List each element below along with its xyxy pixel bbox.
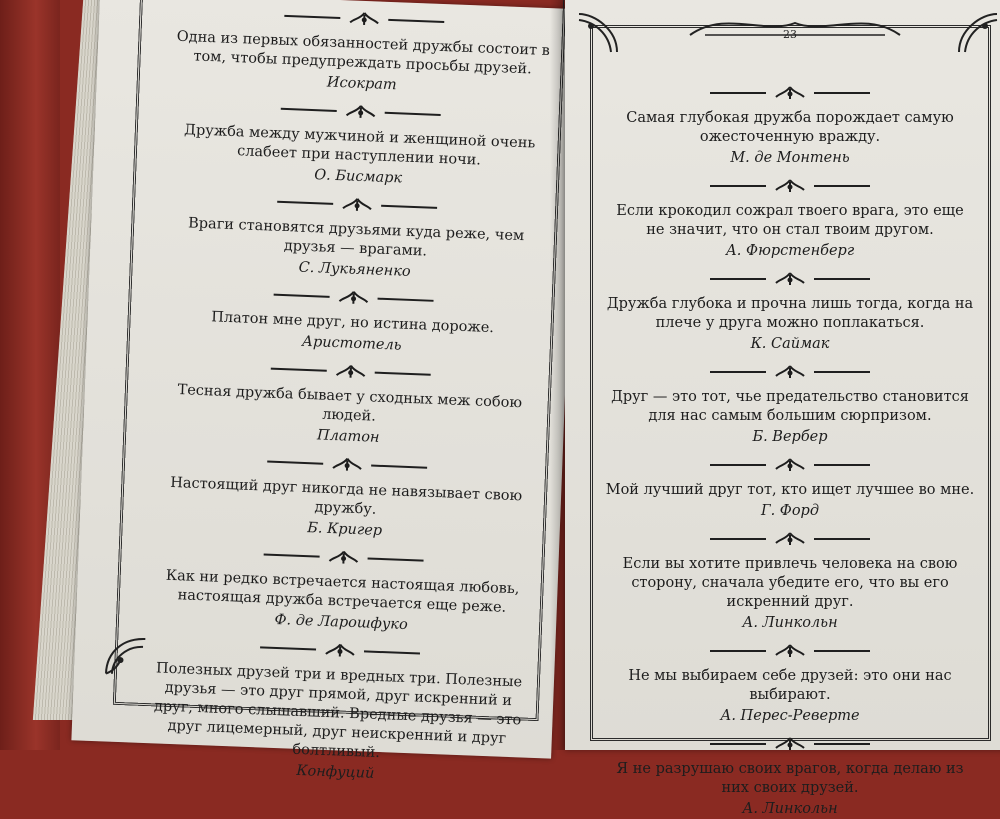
quote-author: К. Саймак bbox=[750, 336, 830, 352]
quote-text: Самая глубокая дружба порождает самую ожесточенную вражду. bbox=[626, 110, 954, 145]
quote-author: А. Линкольн bbox=[742, 615, 838, 631]
ornament-divider bbox=[277, 194, 437, 216]
quote-text: Настоящий друг никогда не навязывает свою дружбу. bbox=[169, 474, 523, 518]
quote-text: Если вы хотите привлечь человека на свою сторону, сначала убедите его, что вы его искренний друг. bbox=[622, 556, 958, 610]
ornament-divider bbox=[280, 101, 440, 123]
quote-author: А. Фюрстенберг bbox=[725, 243, 855, 259]
flourish-corner-icon bbox=[575, 10, 621, 56]
quote-author: Г. Форд bbox=[760, 503, 820, 519]
quote-text: Полезных друзей три и вредных три. Полезные друзья — это друг прямой, друг искренний и друг, много слышавший. Вредные друзья — это друг лицемерный, друг неискренний и друг болтливый. bbox=[153, 660, 523, 762]
ornament-divider bbox=[710, 271, 870, 287]
fleuron-icon bbox=[770, 531, 810, 547]
fleuron-icon bbox=[770, 85, 810, 101]
quote-text: Не мы выбираем себе друзей: это они нас выбирают. bbox=[628, 668, 952, 703]
ornament-divider bbox=[273, 287, 433, 309]
fleuron-icon bbox=[323, 549, 364, 567]
fleuron-icon bbox=[770, 271, 810, 287]
open-book bbox=[30, 0, 1000, 817]
ornament-divider bbox=[260, 639, 420, 661]
ornament-divider bbox=[710, 457, 870, 473]
quote-author: А. Линкольн bbox=[742, 801, 838, 817]
quote-text: Дружба глубока и прочна лишь тогда, когда на плече у друга можно поплакаться. bbox=[606, 296, 974, 331]
quote-text: Одна из первых обязанностей дружбы состоит в том, чтобы предупреждать просьбы друзей. bbox=[176, 28, 551, 78]
quote-author: Конфуций bbox=[296, 762, 375, 782]
left-page bbox=[71, 0, 579, 782]
left-quotes-column bbox=[140, 3, 559, 789]
ornament-divider bbox=[710, 531, 870, 547]
quote-author: С. Лукьяненко bbox=[298, 259, 411, 280]
fleuron-icon bbox=[770, 364, 810, 380]
right-page bbox=[565, 0, 1000, 817]
fleuron-icon bbox=[333, 289, 374, 307]
quote-author: Ф. де Ларошфуко bbox=[274, 611, 409, 634]
quote-text: Платон мне друг, но истина дороже. bbox=[211, 309, 495, 337]
quote-author: Б. Кригер bbox=[306, 520, 383, 540]
quote-author: Исократ bbox=[326, 74, 397, 94]
quote-author: Аристотель bbox=[301, 333, 402, 354]
fleuron-icon bbox=[320, 642, 361, 660]
fleuron-icon bbox=[327, 456, 368, 474]
quote-author: М. де Монтень bbox=[730, 150, 850, 166]
quote-text: Я не разрушаю своих врагов, когда делаю из них своих друзей. bbox=[616, 761, 964, 796]
quote-text: Дружба между мужчиной и женщиной очень слабеет при наступлении ночи. bbox=[183, 122, 536, 169]
ornament-divider bbox=[710, 178, 870, 194]
flourish-corner-icon bbox=[102, 631, 150, 679]
quote-author: Платон bbox=[316, 427, 380, 446]
quote-text: Как ни редко встречается настоящая любовь, настоящая дружба встречается еще реже. bbox=[165, 567, 520, 616]
fleuron-icon bbox=[344, 10, 385, 28]
ornament-divider bbox=[270, 361, 430, 383]
fleuron-icon bbox=[337, 196, 378, 214]
ornament-divider bbox=[267, 454, 427, 476]
ornament-divider bbox=[710, 85, 870, 101]
page-number: 23 bbox=[783, 28, 797, 41]
quote-text: Тесная дружба бывает у сходных меж собою людей. bbox=[177, 382, 523, 425]
quote-text: Мой лучший друг тот, кто ищет лучшее во мне. bbox=[605, 482, 975, 498]
quote-text: Если крокодил сожрал твоего врага, это еще не значит, что он стал твоим другом. bbox=[616, 203, 964, 238]
quote-author: А. Перес-Реверте bbox=[720, 708, 860, 724]
quote-author: Б. Вербер bbox=[752, 429, 828, 445]
ornament-divider bbox=[263, 546, 423, 568]
right-quotes-column bbox=[605, 75, 975, 819]
quote-text: Враги становятся друзьями куда реже, чем друзья — врагами. bbox=[187, 215, 525, 260]
fleuron-icon bbox=[340, 103, 381, 121]
fleuron-icon bbox=[770, 457, 810, 473]
flourish-corner-icon bbox=[955, 10, 1000, 56]
fleuron-icon bbox=[770, 178, 810, 194]
ornament-divider bbox=[710, 364, 870, 380]
quote-text: Друг — это тот, чье предательство становится для нас самым большим сюрпризом. bbox=[611, 389, 969, 424]
ornament-divider bbox=[710, 643, 870, 659]
fleuron-icon bbox=[330, 363, 371, 381]
quote-author: О. Бисмарк bbox=[314, 167, 403, 187]
fleuron-icon bbox=[770, 643, 810, 659]
